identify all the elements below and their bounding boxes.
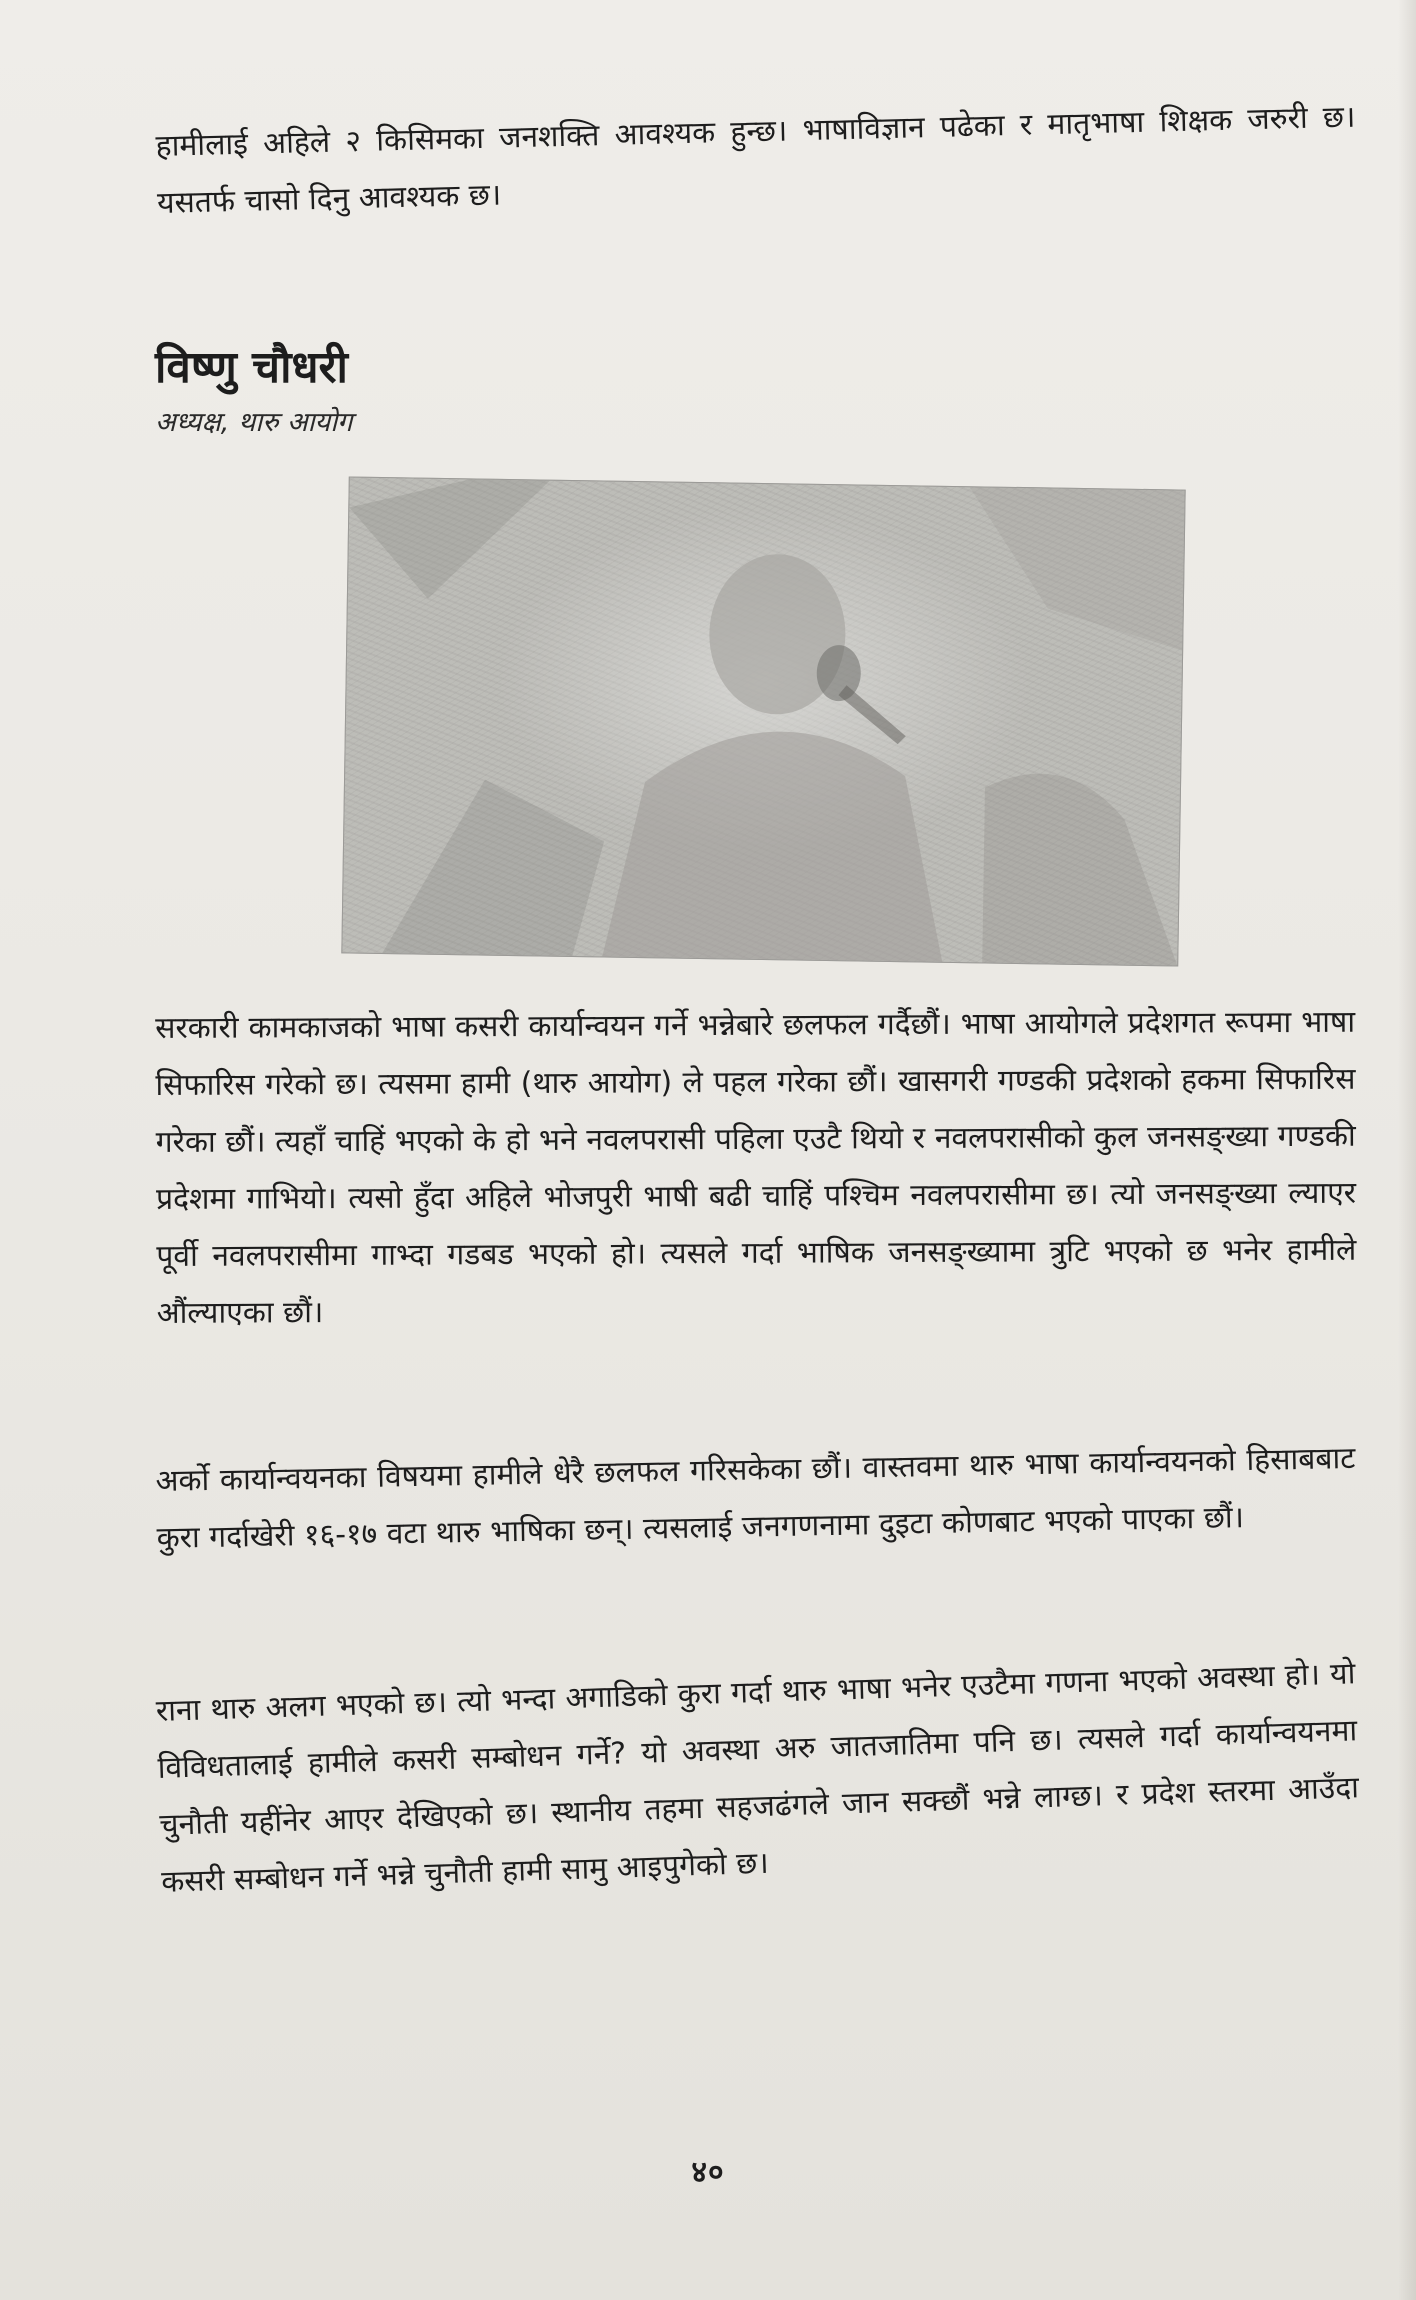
paragraph-1-block <box>155 994 1357 1342</box>
paragraph-3-block <box>155 1645 1362 1911</box>
speaker-role: अध्यक्ष, थारु आयोग <box>155 407 353 438</box>
speaker-photo <box>341 476 1185 966</box>
page-edge-shadow <box>1398 0 1416 2300</box>
paragraph-1: सरकारी कामकाजको भाषा कसरी कार्यान्वयन गर्ने भन्नेबारे छलफल गर्दैछौं। भाषा आयोगले प्रदेशगत रूपमा भाषा सिफारिस गरेको छ। त्यसमा हामी (थारु आयोग) ले पहल गरेका छौं। खासगरी गण्डकी प्रदेशको हकमा सिफारिस गरेका छौं। त्यहाँ चाहिं भएको के हो भने नवलपरासी पहिला एउटै थियो र नवलपरासीको कुल जनसङ्ख्या गण्डकी प्रदेशमा गाभियो। त्यसो हुँदा अहिले भोजपुरी भाषी बढी चाहिं पश्चिम नवलपरासीमा छ। त्यो जनसङ्ख्या ल्याएर पूर्वी नवलपरासीमा गाभ्दा गडबड भएको हो। त्यसले गर्दा भाषिक जनसङ्ख्यामा त्रुटि भएको छ भनेर हामीले औंल्याएका छौं। <box>155 1004 1357 1331</box>
page-content <box>155 99 1360 1900</box>
paragraph-3: राना थारु अलग भएको छ। त्यो भन्दा अगाडिको कुरा गर्दा थारु भाषा भनेर एउटैमा गणना भएको अवस्था हो। यो विविधतालाई हामीले कसरी सम्बोधन गर्ने? यो अवस्था अरु जातजातिमा पनि छ। त्यसले गर्दा कार्यान्वयनमा चुनौती यहींनेर आएर देखिएको छ। स्थानीय तहमा सहजढंगले जान सक्छौं भन्ने लाग्छ। र प्रदेश स्तरमा आउँदा कसरी सम्बोधन गर्ने भन्ने चुनौती हामी सामु आइपुगेको छ। <box>155 1656 1360 1900</box>
paragraph-2-block <box>155 1430 1357 1567</box>
speaker-photo-illustration <box>342 477 1184 965</box>
intro-paragraph: हामीलाई अहिले २ किसिमका जनशक्ति आवश्यक हुन्छ। भाषाविज्ञान पढेका र मातृभाषा शिक्षक जरुरी छ। यसतर्फ चासो दिनु आवश्यक छ। <box>155 99 1356 221</box>
speaker-name: विष्णु चौधरी <box>155 342 348 393</box>
page-number: ४० <box>691 2155 725 2190</box>
paragraph-2: अर्को कार्यान्वयनका विषयमा हामीले धेरै छलफल गरिसकेका छौं। वास्तवमा थारु भाषा कार्यान्वयनको हिसाबबाट कुरा गर्दाखेरी १६-१७ वटा थारु भाषिका छन्। त्यसलाई जनगणनामा दुइटा कोणबाट भएको पाएका छौं। <box>155 1440 1356 1556</box>
